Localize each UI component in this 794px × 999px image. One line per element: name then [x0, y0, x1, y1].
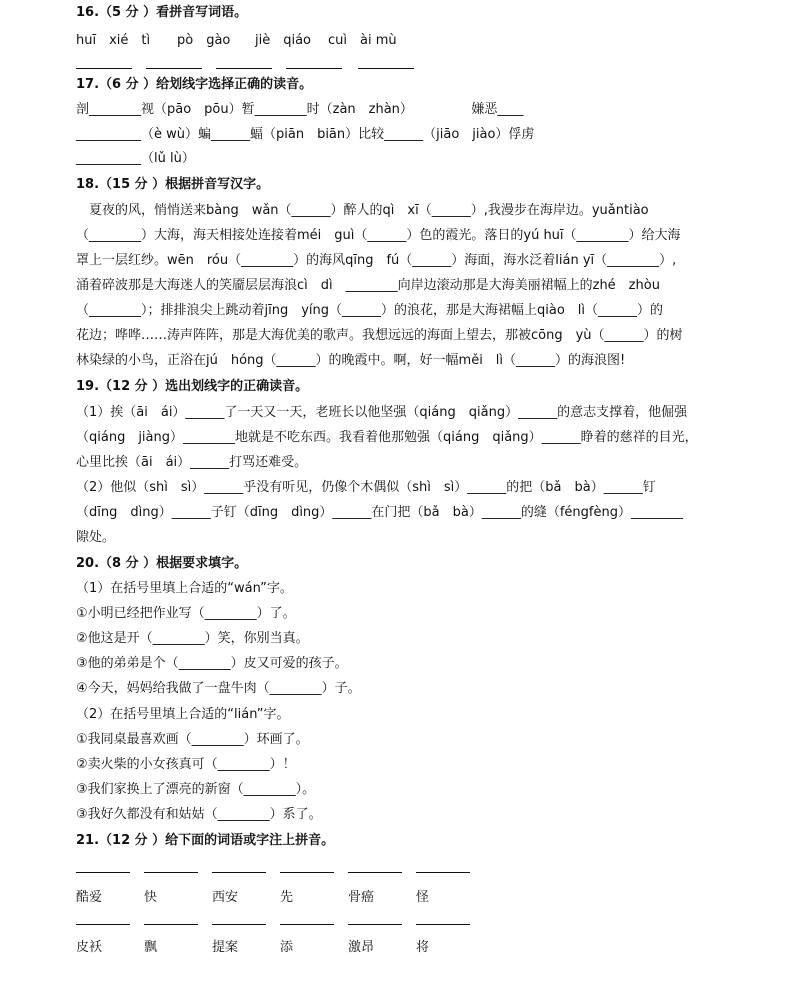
q20-line-6: （2）在括号里填上合适的“lián”字。 — [76, 707, 290, 722]
q21-blanks-row-2 — [76, 924, 476, 926]
q19-line-1: （1）挨（āi ái）______了一天又一天，老班长以他坚强（qiáng qiǎng）______的意志支撑着，他倔强 — [76, 405, 688, 420]
q21-blank-12[interactable] — [416, 924, 470, 925]
q19-line-6: 隙处。 — [76, 530, 116, 545]
q19-line-5: （dīng dìng）______子钉（dīng dìng）______在门把（bǎ bà）______的缝（féngfèng）________ — [76, 505, 683, 520]
q21-blank-6[interactable] — [416, 872, 470, 873]
q18-line-1: 夏夜的风，悄悄送来bàng wǎn（______）醉人的qì xī（______）,我漫步在海岸边。yuǎntiào — [76, 203, 649, 218]
q21-word-2: 快 — [144, 890, 158, 905]
q16-pinyin-4: cuì ài mù — [328, 33, 397, 48]
q21-word-1: 酷爱 — [76, 890, 103, 905]
q21-blank-5[interactable] — [348, 872, 402, 873]
q17-line-2: __________（è wù）蝙______蝠（piān biān）比较______（jiāo jiào）俘虏 — [76, 127, 535, 142]
q16-header: 16.（5 分 ）看拼音写词语。 — [76, 5, 248, 20]
q21-words-row-2 — [76, 936, 476, 954]
q18-line-7: 林染绿的小鸟，正浴在jú hóng（______）的晚霞中。啊，好一幅měi lì（______）的海浪图! — [76, 353, 626, 368]
q21-word-8: 飘 — [144, 940, 158, 955]
q21-word-10: 添 — [280, 940, 294, 955]
q16-blank-1[interactable] — [76, 68, 132, 69]
q21-blank-3[interactable] — [212, 872, 266, 873]
q19-line-4: （2）他似（shì sì）______乎没有听见，仍像个木偶似（shì sì）______的把（bǎ bà）______钉 — [76, 480, 656, 495]
q21-blank-11[interactable] — [348, 924, 402, 925]
q21-blank-8[interactable] — [144, 924, 198, 925]
q16-pinyin-row — [76, 29, 416, 47]
q20-line-7: ①我同桌最喜欢画（________）环画了。 — [76, 732, 309, 747]
q21-word-11: 激昂 — [348, 940, 375, 955]
q16-pinyin-2: pò gào — [177, 33, 231, 48]
q16-blank-3[interactable] — [216, 68, 272, 69]
q18-header: 18.（15 分 ）根据拼音写汉字。 — [76, 177, 270, 192]
q21-word-6: 怪 — [416, 890, 430, 905]
q21-words-row-1 — [76, 886, 476, 904]
q21-blank-1[interactable] — [76, 872, 130, 873]
q21-word-9: 提案 — [212, 940, 239, 955]
q21-blanks-row-1 — [76, 872, 476, 874]
q17-line-3: __________（lǔ lù） — [76, 151, 195, 166]
q18-line-5: （________）；排排浪尖上跳动着jīng yíng（______）的浪花，那是大海裙幅上qiào lì（______）的 — [76, 303, 664, 318]
q17-line-1: 剖________视（pāo pōu）暂________时（zàn zhàn） 嫌恶____ — [76, 102, 524, 117]
q17-header: 17.（6 分 ）给划线字选择正确的读音。 — [76, 77, 313, 92]
q21-word-3: 西安 — [212, 890, 239, 905]
q21-blank-9[interactable] — [212, 924, 266, 925]
q21-blank-7[interactable] — [76, 924, 130, 925]
q16-pinyin-1: huī xié tì — [76, 33, 151, 48]
q20-line-5: ④今天，妈妈给我做了一盘牛肉（________）子。 — [76, 681, 361, 696]
q21-blank-2[interactable] — [144, 872, 198, 873]
q20-line-9: ③我们家换上了漂亮的新窗（________）。 — [76, 782, 316, 797]
q19-header: 19.（12 分 ）选出划线字的正确读音。 — [76, 379, 309, 394]
q20-header: 20.（8 分 ）根据要求填字。 — [76, 556, 248, 571]
q19-line-3: 心里比挨（āi ái）______打骂还难受。 — [76, 455, 308, 470]
q21-word-7: 皮袄 — [76, 940, 103, 955]
q16-pinyin-3: jiè qiáo — [255, 33, 312, 48]
q20-line-8: ②卖火柴的小女孩真可（________）！ — [76, 757, 296, 772]
q20-line-3: ②他这是开（________）笑，你别当真。 — [76, 631, 309, 646]
q18-line-4: 涌着碎波那是大海迷人的笑靥层层海浪cì dì ________向岸边滚动那是大海美丽裙幅上的zhé zhòu — [76, 278, 660, 293]
q20-line-4: ③他的弟弟是个（________）皮又可爱的孩子。 — [76, 656, 348, 671]
q16-blank-2[interactable] — [146, 68, 202, 69]
q16-blank-5[interactable] — [358, 68, 414, 69]
q21-header: 21.（12 分 ）给下面的词语或字注上拼音。 — [76, 833, 335, 848]
q18-line-2: （________）大海，海天相接处连接着méi guì（______）色的霞光。落日的yú huī（________）给大海 — [76, 228, 681, 243]
q16-blank-4[interactable] — [286, 68, 342, 69]
q21-blank-10[interactable] — [280, 924, 334, 925]
q18-line-6: 花边；哗哗……涛声阵阵，那是大海优美的歌声。我想远远的海面上望去，那被cōng yù（______）的树 — [76, 328, 683, 343]
q20-line-1: （1）在括号里填上合适的“wán”字。 — [76, 581, 293, 596]
q21-blank-4[interactable] — [280, 872, 334, 873]
q19-line-2: （qiáng jiàng）________地就是不吃东西。我看着他那勉强（qiáng qiǎng）______睁着的慈祥的目光， — [76, 430, 698, 445]
q18-line-3: 罩上一层红纱。wēn róu（________）的海风qīng fú（______）海面，海水泛着lián yī（________）, — [76, 253, 677, 268]
q20-line-2: ①小明已经把作业写（________）了。 — [76, 606, 296, 621]
q21-word-5: 骨癌 — [348, 890, 375, 905]
q21-word-12: 将 — [416, 940, 430, 955]
q21-word-4: 先 — [280, 890, 294, 905]
q16-answer-blanks — [76, 68, 416, 70]
q20-line-10: ③我好久都没有和姑姑（________）系了。 — [76, 807, 322, 822]
